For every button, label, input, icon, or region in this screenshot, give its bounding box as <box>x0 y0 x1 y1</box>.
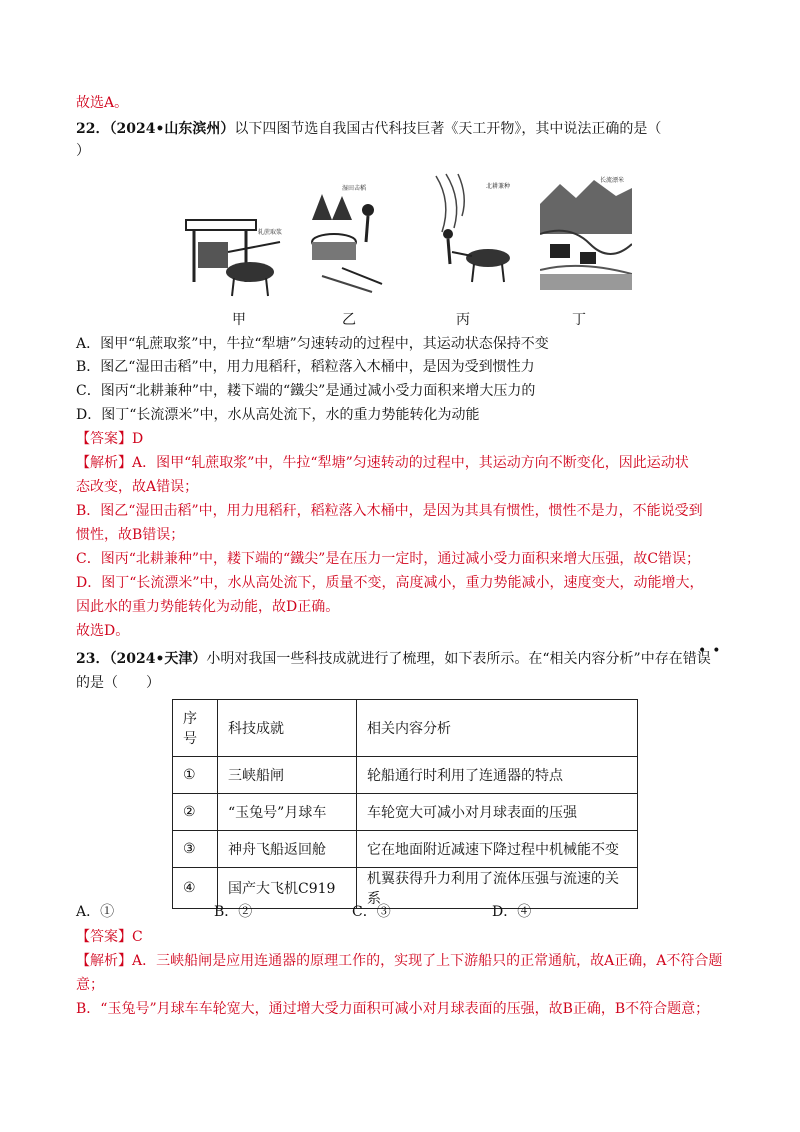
explanation-23-line-1: 【解析】A．三峡船闸是应用连通器的原理工作的，实现了上下游船只的正常通航，故A正确，A不符合题 <box>76 953 723 969</box>
table-cell-achievement: 三峡船闸 <box>218 757 357 794</box>
question-22-stem: 以下四图节选自我国古代科技巨著《天工开物》，其中说法正确的是（ <box>234 121 662 137</box>
figure-label-bing: 丙 <box>456 312 470 328</box>
question-23-stem-line-2: 的是（ ） <box>76 675 160 691</box>
explanation-22-line-5: C．图丙“北耕兼种”中，耧下端的“鐵尖”是在压力一定时，通过减小受力面积来增大压强，故C错误； <box>76 551 701 567</box>
table-cell-no: ① <box>173 757 218 794</box>
answer-23: 【答案】C <box>76 929 143 945</box>
figure-label-jia: 甲 <box>232 312 246 328</box>
figure-label-yi: 乙 <box>342 312 356 328</box>
achievements-table <box>172 699 638 909</box>
explanation-23-line-3: B．“玉兔号”月球车车轮宽大，通过增大受力面积可减小对月球表面的压强，故B正确，B不符合题意； <box>76 1001 710 1017</box>
conclusion-22: 故选D。 <box>76 623 130 639</box>
question-22-option-d: D．图丁“长流漂米”中，水从高处流下，水的重力势能转化为动能 <box>76 407 480 423</box>
figure-bing-illustration <box>432 172 520 294</box>
svg-text:湿田击稻: 湿田击稻 <box>342 185 367 192</box>
question-23-option-a: A．① <box>76 904 115 920</box>
explanation-22-line-4: 惯性，故B错误； <box>76 527 185 543</box>
question-22-paren: ） <box>76 143 90 159</box>
emphasis-dots: •• <box>698 643 727 659</box>
question-22-number: 22．（2024•山东滨州） <box>76 121 235 137</box>
table-cell-achievement: 神舟飞船返回舱 <box>218 831 357 868</box>
svg-text:长流漂米: 长流漂米 <box>600 177 625 184</box>
figure-ding-illustration <box>540 174 632 290</box>
table-cell-no: ④ <box>173 868 218 909</box>
table-cell-analysis: 车轮宽大可减小对月球表面的压强 <box>357 794 638 831</box>
question-23-number: 23．（2024•天津） <box>76 651 207 667</box>
svg-text:轧蔗取浆: 轧蔗取浆 <box>258 229 283 236</box>
table-cell-analysis: 机翼获得升力利用了流体压强与流速的关系 <box>357 868 638 909</box>
question-22-option-c: C．图丙“北耕兼种”中，耧下端的“鐵尖”是通过减小受力面积来增大压力的 <box>76 383 536 399</box>
question-22-option-a: A．图甲“轧蔗取浆”中，牛拉“犁塘”匀速转动的过程中，其运动状态保持不变 <box>76 336 549 352</box>
table-row <box>173 757 638 794</box>
answer-22: 【答案】D <box>76 431 144 447</box>
table-cell-analysis: 它在地面附近减速下降过程中机械能不变 <box>357 831 638 868</box>
table-cell-analysis: 轮船通行时利用了连通器的特点 <box>357 757 638 794</box>
question-23-stem: 小明对我国一些科技成就进行了梳理，如下表所示。在“相关内容分析”中存在错误 <box>206 651 711 667</box>
question-23-option-c: C．③ <box>352 904 391 920</box>
table-row <box>173 831 638 868</box>
explanation-22-line-3: B．图乙“湿田击稻”中，用力甩稻秆，稻粒落入木桶中，是因为其具有惯性，惯性不是力，不能说受到 <box>76 503 703 519</box>
table-header-achievement: 科技成就 <box>218 700 357 757</box>
table-cell-no: ③ <box>173 831 218 868</box>
table-cell-achievement: “玉兔号”月球车 <box>218 794 357 831</box>
question-22-option-b: B．图乙“湿田击稻”中，用力甩稻秆，稻粒落入木桶中，是因为受到惯性力 <box>76 359 535 375</box>
previous-answer-end: 故选A。 <box>76 95 129 111</box>
explanation-22-line-2: 态改变，故A错误； <box>76 479 199 495</box>
question-22 <box>76 118 661 140</box>
figure-jia-illustration <box>180 212 290 302</box>
table-cell-no: ② <box>173 794 218 831</box>
table-row <box>173 794 638 831</box>
svg-text:北耕兼种: 北耕兼种 <box>486 183 511 190</box>
figure-yi-illustration <box>302 180 394 298</box>
table-header-no: 序 号 <box>173 700 218 757</box>
explanation-22-line-1: 【解析】A．图甲“轧蔗取浆”中，牛拉“犁塘”匀速转动的过程中，其运动方向不断变化，因此运动状 <box>76 455 689 471</box>
question-23-option-b: B．② <box>214 904 253 920</box>
question-23 <box>76 648 711 670</box>
table-cell-achievement: 国产大飞机C919 <box>218 868 357 909</box>
figure-label-ding: 丁 <box>572 312 586 328</box>
question-23-option-d: D．④ <box>492 904 532 920</box>
table-header-row <box>173 700 638 757</box>
explanation-22-line-6: D．图丁“长流漂米”中，水从高处流下，质量不变，高度减小，重力势能减小，速度变大，动能增大， <box>76 575 704 591</box>
table-header-analysis: 相关内容分析 <box>357 700 638 757</box>
explanation-22-line-7: 因此水的重力势能转化为动能，故D正确。 <box>76 599 340 615</box>
explanation-23-line-2: 意； <box>76 977 104 993</box>
